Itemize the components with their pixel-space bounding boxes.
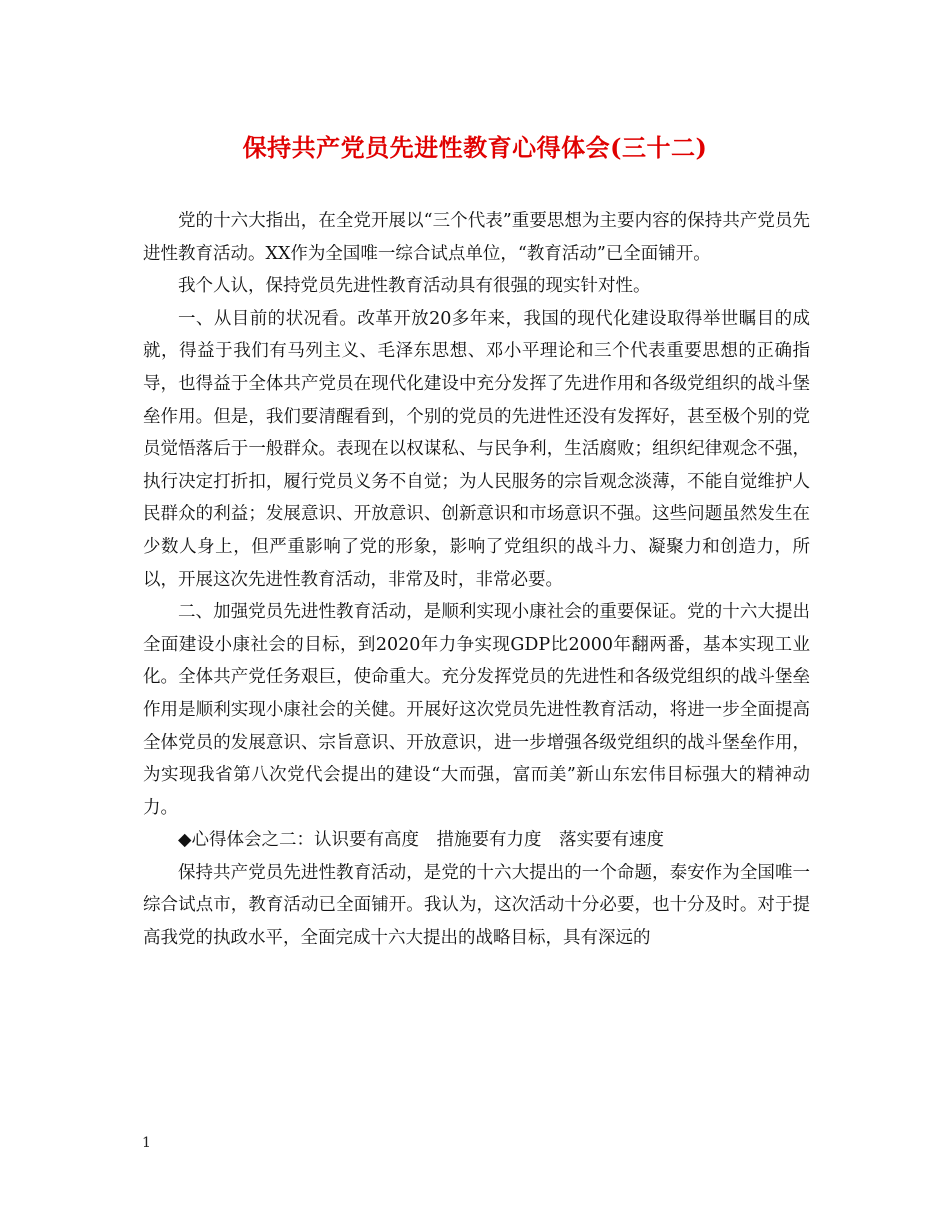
paragraph-opinion: 我个人认，保持党员先进性教育活动具有很强的现实针对性。 (178, 276, 651, 297)
document-title: 保持共产党员先进性教育心得体会(三十二) (242, 133, 708, 162)
paragraph-experience-two: 保持共产党员先进性教育活动，是党的十六大提出的一个命题，泰安作为全国唯一综合试点市，教育活动已全面铺开。我认为，这次活动十分必要，也十分及时。对于提高我党的执政水平，全面完成十六大提出的战略目标，具有深远的 (143, 862, 810, 949)
section-heading-experience-two: ◆心得体会之二：认识要有高度 措施要有力度 落实要有速度 (178, 830, 664, 851)
page-number: 1 (142, 1135, 151, 1151)
document-body (143, 205, 810, 955)
paragraph-point-two: 二、加强党员先进性教育活动，是顺利实现小康社会的重要保证。党的十六大提出全面建设小康社会的目标，到2020年力争实现GDP比2000年翻两番，基本实现工业化。全体共产党任务艰巨，使命重大。充分发挥党员的先进性和各级党组织的战斗堡垒作用是顺利实现小康社会的关健。开展好这次党员先进性教育活动，将进一步全面提高全体党员的发展意识、宗旨意识、开放意识，进一步增强各级党组织的战斗堡垒作用，为实现我省第八次党代会提出的建设“大而强，富而美”新山东宏伟目标强大的精神动力。 (143, 602, 810, 818)
paragraph-point-one: 一、从目前的状况看。改革开放20多年来，我国的现代化建设取得举世瞩目的成就，得益于我们有马列主义、毛泽东思想、邓小平理论和三个代表重要思想的正确指导，也得益于全体共产党员在现代化建设中充分发挥了先进作用和各级党组织的战斗堡垒作用。但是，我们要清醒看到，个别的党员的先进性还没有发挥好，甚至极个别的党员觉悟落后于一般群众。表现在以权谋私、与民争利，生活腐败；组织纪律观念不强，执行决定打折扣，履行党员义务不自觉；为人民服务的宗旨观念淡薄，不能自觉维护人民群众的利益；发展意识、开放意识、创新意识和市场意识不强。这些问题虽然发生在少数人身上，但严重影响了党的形象，影响了党组织的战斗力、凝聚力和创造力，所以，开展这次先进性教育活动，非常及时，非常必要。 (143, 308, 810, 590)
paragraph-intro: 党的十六大指出，在全党开展以“三个代表”重要思想为主要内容的保持共产党员先进性教育活动。XX作为全国唯一综合试点单位，“教育活动”已全面铺开。 (143, 211, 810, 264)
